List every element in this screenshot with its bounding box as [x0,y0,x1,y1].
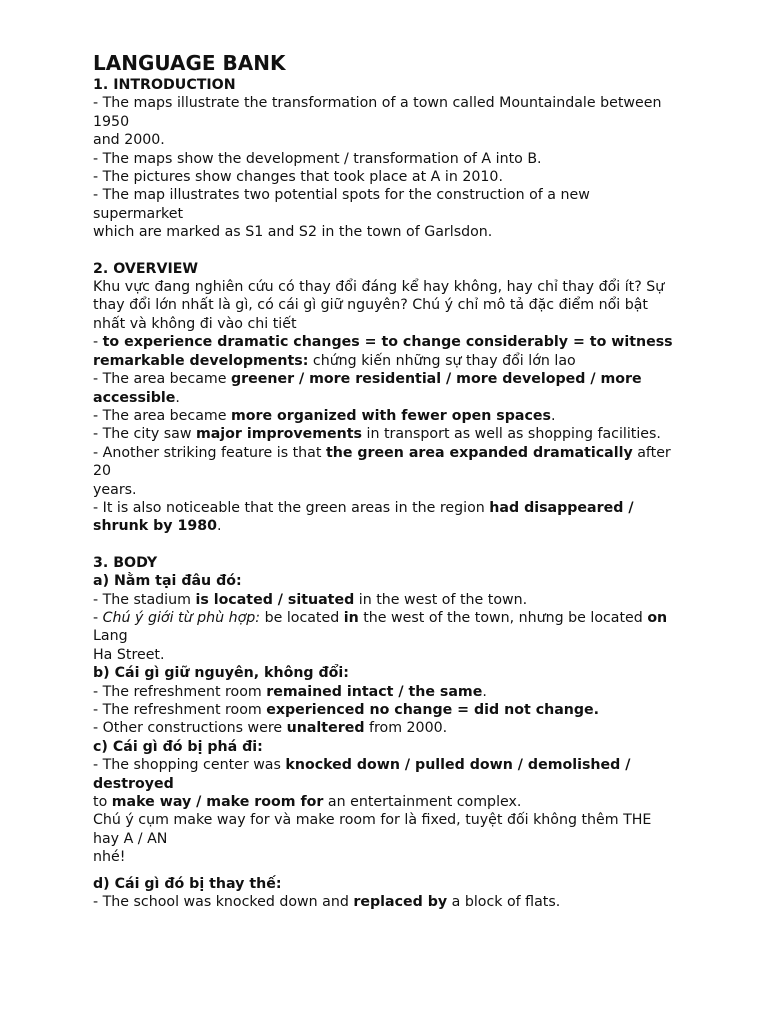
text-line [93,517,743,535]
text-line [93,848,743,866]
section-heading: 2. OVERVIEW [93,260,199,277]
text-line [93,591,743,609]
text-run: Ha Street. [93,646,165,663]
bold-phrase: more organized with fewer open spaces [230,407,551,424]
text-line [93,352,743,370]
text-line [93,168,743,186]
section-body [93,278,743,536]
text-run: nhất và không đi vào chi tiết [93,315,297,332]
text-line [93,186,743,204]
text-run: 20 [93,463,112,480]
text-run: hay A / AN [93,830,168,847]
section-body-guide [93,554,743,912]
bold-phrase: knocked down / pulled down / demolished / [285,757,631,774]
text-line [93,701,743,719]
text-line [93,407,743,425]
text-run: - The pictures show changes that took place at A in 2010. [93,169,503,186]
bold-phrase: experienced no change = did not change. [266,702,600,718]
text-run: - The refreshment room [93,702,267,718]
section-introduction [93,76,743,242]
paragraph-spacer [93,867,743,875]
bold-phrase: remained intact / the same [266,683,483,700]
text-run: - The area became [93,407,231,424]
text-line [93,462,743,480]
text-line [93,333,743,351]
text-run: which are marked as S1 and S2 in the town of Garlsdon. [93,224,493,241]
text-run: - [93,609,103,626]
bold-phrase: to experience dramatic changes = to change considerably = to witness [102,334,673,351]
bold-phrase: unaltered [286,720,365,737]
section-body [93,572,743,911]
section-spacer [93,536,743,554]
bold-phrase: make way / make room for [111,794,324,811]
text-line [93,444,743,462]
text-run: - [93,334,103,351]
bold-phrase: b) Cái gì giữ nguyên, không đổi: [93,665,349,682]
bold-phrase: had disappeared / [489,499,634,516]
text-line [93,738,743,756]
text-run: - It is also noticeable that the green areas in the region [93,499,490,516]
section-heading: 1. INTRODUCTION [93,77,236,93]
text-run: the west of the town, nhưng be located [358,609,648,626]
text-line [93,609,743,627]
text-run: and 2000. [93,132,165,149]
text-run: - The shopping center was [93,757,286,774]
section-heading: 3. BODY [93,554,158,571]
document-title: LANGUAGE BANK [93,51,286,75]
text-line [93,683,743,701]
text-run: - Other constructions were [93,720,287,737]
text-run: chứng kiến những sự thay đổi lớn lao [308,352,576,369]
text-line [93,150,743,168]
text-run: . [216,518,222,535]
text-run: years. [93,481,137,498]
bold-phrase: on [647,609,668,626]
text-line [93,278,743,296]
bold-phrase: major improvements [195,426,362,443]
text-run: - The area became [93,371,231,388]
text-run: - The city saw [93,426,196,443]
text-run: be located [260,609,344,626]
text-run: - The map illustrates two potential spots for the construction of a new [93,187,590,204]
bold-phrase: greener / more residential / more developed / more [230,371,642,388]
text-line [93,315,743,333]
text-line [93,113,743,131]
bold-phrase: a) Nằm tại đâu đó: [93,573,242,590]
text-run: Chú ý cụm make way for và make room for là fixed, tuyệt đối không thêm THE [93,812,652,829]
section-overview [93,260,743,536]
text-run: - Another striking feature is that [93,444,326,461]
bold-phrase: remarkable developments: [93,352,309,369]
text-run: - The maps illustrate the transformation of a town called Mountaindale between [93,95,662,112]
text-line [93,627,743,645]
bold-phrase: destroyed [93,775,174,792]
text-line [93,664,743,682]
bold-phrase: c) Cái gì đó bị phá đi: [93,738,263,755]
text-run: Lang [93,628,128,645]
text-line [93,389,743,407]
bold-phrase: in [343,609,359,626]
text-run: supermarket [93,205,184,222]
text-line [93,893,743,911]
text-run: Khu vực đang nghiên cứu có thay đổi đáng kể hay không, hay chỉ thay đổi ít? Sự [93,279,665,296]
text-line [93,830,743,848]
text-line [93,425,743,443]
text-line [93,572,743,590]
text-line [93,370,743,388]
text-line [93,296,743,314]
text-run: in the west of the town. [354,591,528,608]
bold-phrase: is located / situated [195,591,355,608]
bold-phrase: replaced by [353,894,448,911]
italic-phrase: Chú ý giới từ phù hợp: [102,609,261,626]
text-run: to [93,794,112,811]
text-run: nhé! [93,849,126,866]
text-run: - The maps show the development / transformation of A into B. [93,150,542,167]
text-run: an entertainment complex. [323,794,522,811]
text-line [93,646,743,664]
text-run: in transport as well as shopping facilities. [362,426,661,443]
bold-phrase: the green area expanded dramatically [325,444,633,461]
text-line [93,94,743,112]
section-body [93,94,743,241]
text-run: from 2000. [364,720,448,737]
bold-phrase: d) Cái gì đó bị thay thế: [93,875,282,892]
text-run: . [482,683,487,700]
text-run: thay đổi lớn nhất là gì, có cái gì giữ nguyên? Chú ý chỉ mô tả đặc điểm nổi bật [93,297,648,314]
text-run: . [175,389,180,406]
text-line [93,811,743,829]
text-line [93,131,743,149]
bold-phrase: accessible [93,389,176,406]
text-line [93,775,743,793]
text-run: - The refreshment room [93,683,267,700]
text-line [93,205,743,223]
text-line [93,875,743,893]
section-spacer [93,242,743,260]
text-line [93,499,743,517]
text-run: - The school was knocked down and [93,894,354,911]
bold-phrase: shrunk by 1980 [93,518,217,535]
text-run: 1950 [93,113,130,130]
text-run: . [550,407,556,424]
text-line [93,756,743,774]
text-line [93,481,743,499]
text-run: a block of flats. [447,894,561,911]
text-line [93,719,743,737]
text-line [93,223,743,241]
text-run: - The stadium [93,591,196,608]
text-line [93,793,743,811]
document-page [93,50,743,911]
text-run: after [632,444,671,461]
